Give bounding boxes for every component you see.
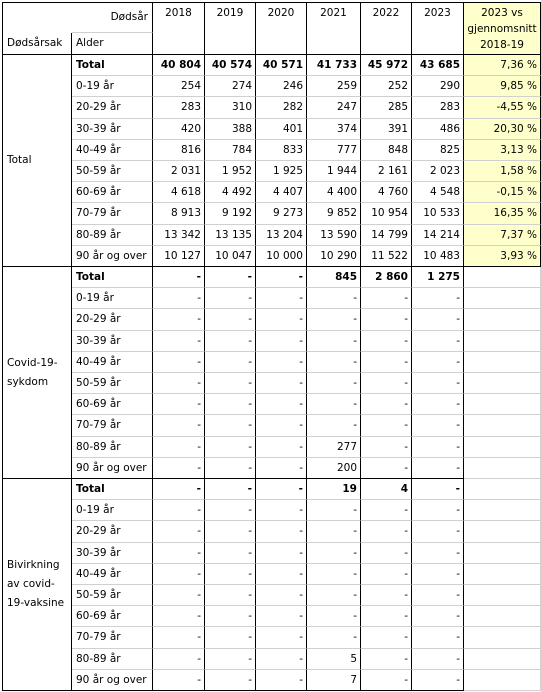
comparison-cell[interactable]: 3,93 % <box>464 246 541 267</box>
value-cell-2018[interactable]: - <box>153 585 205 606</box>
value-cell-2023[interactable]: - <box>412 479 464 500</box>
value-cell-2021[interactable]: - <box>307 288 361 309</box>
comparison-cell[interactable] <box>464 267 541 288</box>
value-cell-2018[interactable]: 420 <box>153 119 205 140</box>
comparison-cell[interactable] <box>464 331 541 352</box>
value-cell-2021[interactable]: - <box>307 352 361 373</box>
value-cell-2022[interactable]: - <box>361 627 412 648</box>
value-cell-2022[interactable]: 2 161 <box>361 161 412 182</box>
value-cell-2020[interactable]: 1 925 <box>256 161 307 182</box>
value-cell-2019[interactable]: - <box>205 373 256 394</box>
value-cell-2022[interactable]: 285 <box>361 97 412 118</box>
value-cell-2022[interactable]: - <box>361 458 412 479</box>
value-cell-2022[interactable]: - <box>361 500 412 521</box>
value-cell-2023[interactable]: - <box>412 309 464 330</box>
cause-group-label[interactable]: Covid-19-sykdom <box>2 267 72 479</box>
value-cell-2021[interactable]: 374 <box>307 119 361 140</box>
age-label[interactable]: 70-79 år <box>72 627 153 648</box>
value-cell-2020[interactable]: - <box>256 585 307 606</box>
value-cell-2022[interactable]: 11 522 <box>361 246 412 267</box>
value-cell-2020[interactable]: 9 273 <box>256 203 307 224</box>
value-cell-2022[interactable]: 848 <box>361 140 412 161</box>
value-cell-2018[interactable]: - <box>153 394 205 415</box>
value-cell-2023[interactable]: - <box>412 627 464 648</box>
value-cell-2018[interactable]: 816 <box>153 140 205 161</box>
value-cell-2021[interactable]: 777 <box>307 140 361 161</box>
age-label[interactable]: 80-89 år <box>72 437 153 458</box>
age-label[interactable]: 0-19 år <box>72 500 153 521</box>
comparison-cell[interactable] <box>464 606 541 627</box>
header-top-border <box>2 2 72 3</box>
value-cell-2021[interactable]: - <box>307 373 361 394</box>
value-cell-2018[interactable]: 10 127 <box>153 246 205 267</box>
value-cell-2019[interactable]: 13 135 <box>205 225 256 246</box>
value-cell-2019[interactable]: 784 <box>205 140 256 161</box>
value-cell-2019[interactable]: 40 574 <box>205 55 256 76</box>
value-cell-2019[interactable]: - <box>205 585 256 606</box>
value-cell-2020[interactable]: - <box>256 288 307 309</box>
age-label[interactable]: Total <box>72 55 153 76</box>
comparison-cell[interactable] <box>464 394 541 415</box>
header-year-2018[interactable]: 2018 <box>153 2 205 55</box>
age-label[interactable]: Total <box>72 267 153 288</box>
header-alder[interactable]: Alder <box>72 33 153 55</box>
comparison-cell[interactable] <box>464 670 541 691</box>
value-cell-2020[interactable]: - <box>256 309 307 330</box>
comparison-cell[interactable] <box>464 627 541 648</box>
value-cell-2021[interactable]: - <box>307 606 361 627</box>
value-cell-2021[interactable]: 259 <box>307 76 361 97</box>
value-cell-2020[interactable]: 401 <box>256 119 307 140</box>
comparison-cell[interactable] <box>464 437 541 458</box>
age-label[interactable]: 90 år og over <box>72 458 153 479</box>
age-label[interactable]: 60-69 år <box>72 606 153 627</box>
value-cell-2021[interactable]: - <box>307 521 361 542</box>
age-label[interactable]: 50-59 år <box>72 373 153 394</box>
value-cell-2019[interactable]: 310 <box>205 97 256 118</box>
value-cell-2020[interactable]: 246 <box>256 76 307 97</box>
value-cell-2021[interactable]: 4 400 <box>307 182 361 203</box>
value-cell-2018[interactable]: - <box>153 670 205 691</box>
value-cell-2019[interactable]: - <box>205 331 256 352</box>
value-cell-2022[interactable]: - <box>361 437 412 458</box>
value-cell-2021[interactable]: - <box>307 543 361 564</box>
comparison-cell[interactable]: 1,58 % <box>464 161 541 182</box>
value-cell-2021[interactable]: 5 <box>307 649 361 670</box>
age-label[interactable]: 70-79 år <box>72 203 153 224</box>
comparison-cell[interactable]: 7,36 % <box>464 55 541 76</box>
comparison-cell[interactable]: -0,15 % <box>464 182 541 203</box>
value-cell-2018[interactable]: 13 342 <box>153 225 205 246</box>
age-label[interactable]: 20-29 år <box>72 97 153 118</box>
age-label[interactable]: 20-29 år <box>72 521 153 542</box>
value-cell-2019[interactable]: 9 192 <box>205 203 256 224</box>
value-cell-2018[interactable]: - <box>153 415 205 436</box>
header-year-2023[interactable]: 2023 <box>412 2 464 55</box>
value-cell-2021[interactable]: 19 <box>307 479 361 500</box>
value-cell-2023[interactable]: 43 685 <box>412 55 464 76</box>
value-cell-2022[interactable]: - <box>361 331 412 352</box>
value-cell-2020[interactable]: - <box>256 606 307 627</box>
value-cell-2022[interactable]: - <box>361 521 412 542</box>
value-cell-2018[interactable]: 40 804 <box>153 55 205 76</box>
value-cell-2022[interactable]: - <box>361 352 412 373</box>
value-cell-2021[interactable]: 200 <box>307 458 361 479</box>
age-label[interactable]: 50-59 år <box>72 161 153 182</box>
age-label[interactable]: 90 år og over <box>72 670 153 691</box>
value-cell-2019[interactable]: - <box>205 670 256 691</box>
value-cell-2023[interactable]: 283 <box>412 97 464 118</box>
comparison-cell[interactable] <box>464 288 541 309</box>
value-cell-2022[interactable]: 4 760 <box>361 182 412 203</box>
cause-group-label[interactable]: Total <box>2 55 72 267</box>
value-cell-2019[interactable]: - <box>205 309 256 330</box>
value-cell-2023[interactable]: 10 483 <box>412 246 464 267</box>
age-label[interactable]: 40-49 år <box>72 140 153 161</box>
value-cell-2018[interactable]: - <box>153 458 205 479</box>
value-cell-2022[interactable]: - <box>361 373 412 394</box>
value-cell-2018[interactable]: - <box>153 331 205 352</box>
value-cell-2023[interactable]: 2 023 <box>412 161 464 182</box>
age-label[interactable]: 70-79 år <box>72 415 153 436</box>
value-cell-2018[interactable]: 2 031 <box>153 161 205 182</box>
age-label[interactable]: 50-59 år <box>72 585 153 606</box>
value-cell-2020[interactable]: 282 <box>256 97 307 118</box>
value-cell-2019[interactable]: - <box>205 479 256 500</box>
value-cell-2023[interactable]: 4 548 <box>412 182 464 203</box>
value-cell-2018[interactable]: 254 <box>153 76 205 97</box>
value-cell-2023[interactable]: - <box>412 543 464 564</box>
value-cell-2018[interactable]: - <box>153 288 205 309</box>
value-cell-2022[interactable]: - <box>361 670 412 691</box>
value-cell-2021[interactable]: 13 590 <box>307 225 361 246</box>
value-cell-2020[interactable]: 10 000 <box>256 246 307 267</box>
value-cell-2023[interactable]: - <box>412 521 464 542</box>
value-cell-2018[interactable]: - <box>153 309 205 330</box>
value-cell-2019[interactable]: - <box>205 649 256 670</box>
value-cell-2020[interactable]: 4 407 <box>256 182 307 203</box>
value-cell-2019[interactable]: - <box>205 606 256 627</box>
value-cell-2020[interactable]: - <box>256 543 307 564</box>
value-cell-2020[interactable]: - <box>256 479 307 500</box>
value-cell-2021[interactable]: - <box>307 394 361 415</box>
age-label[interactable]: 40-49 år <box>72 352 153 373</box>
header-year-2022[interactable]: 2022 <box>361 2 412 55</box>
value-cell-2020[interactable]: - <box>256 649 307 670</box>
value-cell-2022[interactable]: - <box>361 606 412 627</box>
value-cell-2020[interactable]: - <box>256 670 307 691</box>
age-label[interactable]: 80-89 år <box>72 649 153 670</box>
value-cell-2023[interactable]: - <box>412 564 464 585</box>
comparison-cell[interactable] <box>464 352 541 373</box>
value-cell-2023[interactable]: 825 <box>412 140 464 161</box>
comparison-cell[interactable]: 20,30 % <box>464 119 541 140</box>
value-cell-2023[interactable]: 1 275 <box>412 267 464 288</box>
header-year-2021[interactable]: 2021 <box>307 2 361 55</box>
comparison-cell[interactable] <box>464 500 541 521</box>
value-cell-2019[interactable]: 1 952 <box>205 161 256 182</box>
value-cell-2021[interactable]: - <box>307 627 361 648</box>
value-cell-2022[interactable]: - <box>361 585 412 606</box>
value-cell-2019[interactable]: - <box>205 500 256 521</box>
value-cell-2020[interactable]: 13 204 <box>256 225 307 246</box>
value-cell-2021[interactable]: - <box>307 309 361 330</box>
age-label[interactable]: 80-89 år <box>72 225 153 246</box>
value-cell-2022[interactable]: 391 <box>361 119 412 140</box>
value-cell-2022[interactable]: - <box>361 288 412 309</box>
value-cell-2020[interactable]: - <box>256 564 307 585</box>
value-cell-2023[interactable]: 14 214 <box>412 225 464 246</box>
value-cell-2021[interactable]: - <box>307 564 361 585</box>
value-cell-2018[interactable]: 8 913 <box>153 203 205 224</box>
value-cell-2021[interactable]: 7 <box>307 670 361 691</box>
value-cell-2022[interactable]: 14 799 <box>361 225 412 246</box>
value-cell-2020[interactable]: - <box>256 267 307 288</box>
value-cell-2018[interactable]: 4 618 <box>153 182 205 203</box>
value-cell-2023[interactable]: - <box>412 500 464 521</box>
value-cell-2022[interactable]: 45 972 <box>361 55 412 76</box>
value-cell-2022[interactable]: 252 <box>361 76 412 97</box>
age-label[interactable]: 30-39 år <box>72 543 153 564</box>
value-cell-2021[interactable]: 845 <box>307 267 361 288</box>
value-cell-2018[interactable]: - <box>153 437 205 458</box>
value-cell-2019[interactable]: 4 492 <box>205 182 256 203</box>
comparison-cell[interactable] <box>464 543 541 564</box>
value-cell-2018[interactable]: - <box>153 479 205 500</box>
value-cell-2020[interactable]: - <box>256 627 307 648</box>
value-cell-2021[interactable]: 41 733 <box>307 55 361 76</box>
value-cell-2018[interactable]: - <box>153 606 205 627</box>
value-cell-2023[interactable]: - <box>412 585 464 606</box>
value-cell-2021[interactable]: 10 290 <box>307 246 361 267</box>
value-cell-2020[interactable]: - <box>256 331 307 352</box>
header-year-2020[interactable]: 2020 <box>256 2 307 55</box>
value-cell-2018[interactable]: - <box>153 564 205 585</box>
value-cell-2021[interactable]: 277 <box>307 437 361 458</box>
value-cell-2021[interactable]: 9 852 <box>307 203 361 224</box>
value-cell-2021[interactable]: 1 944 <box>307 161 361 182</box>
comparison-cell[interactable] <box>464 649 541 670</box>
age-label[interactable]: 30-39 år <box>72 331 153 352</box>
value-cell-2020[interactable]: - <box>256 500 307 521</box>
value-cell-2022[interactable]: - <box>361 649 412 670</box>
value-cell-2022[interactable]: - <box>361 394 412 415</box>
comparison-cell[interactable] <box>464 564 541 585</box>
value-cell-2019[interactable]: - <box>205 288 256 309</box>
comparison-cell[interactable]: 7,37 % <box>464 225 541 246</box>
header-left-border <box>2 2 3 33</box>
age-label[interactable]: Total <box>72 479 153 500</box>
age-label[interactable]: 30-39 år <box>72 119 153 140</box>
value-cell-2019[interactable]: - <box>205 352 256 373</box>
value-cell-2020[interactable]: - <box>256 521 307 542</box>
value-cell-2018[interactable]: - <box>153 500 205 521</box>
value-cell-2022[interactable]: - <box>361 543 412 564</box>
value-cell-2023[interactable]: - <box>412 331 464 352</box>
value-cell-2023[interactable]: - <box>412 649 464 670</box>
value-cell-2019[interactable]: - <box>205 394 256 415</box>
header-dodsarsak[interactable]: Dødsårsak <box>2 33 72 55</box>
value-cell-2019[interactable]: - <box>205 627 256 648</box>
value-cell-2018[interactable]: - <box>153 649 205 670</box>
value-cell-2019[interactable]: 10 047 <box>205 246 256 267</box>
value-cell-2019[interactable]: 274 <box>205 76 256 97</box>
value-cell-2018[interactable]: - <box>153 627 205 648</box>
value-cell-2018[interactable]: - <box>153 267 205 288</box>
value-cell-2021[interactable]: - <box>307 331 361 352</box>
value-cell-2023[interactable]: 486 <box>412 119 464 140</box>
age-label[interactable]: 0-19 år <box>72 288 153 309</box>
age-label[interactable]: 40-49 år <box>72 564 153 585</box>
comparison-cell[interactable]: 9,85 % <box>464 76 541 97</box>
value-cell-2021[interactable]: 247 <box>307 97 361 118</box>
age-label[interactable]: 90 år og over <box>72 246 153 267</box>
value-cell-2019[interactable]: - <box>205 267 256 288</box>
value-cell-2018[interactable]: 283 <box>153 97 205 118</box>
comparison-cell[interactable] <box>464 521 541 542</box>
value-cell-2020[interactable]: - <box>256 394 307 415</box>
value-cell-2022[interactable]: 4 <box>361 479 412 500</box>
comparison-cell[interactable] <box>464 415 541 436</box>
header-dodsar[interactable]: Dødsår <box>72 2 153 33</box>
comparison-cell[interactable] <box>464 479 541 500</box>
value-cell-2023[interactable]: - <box>412 437 464 458</box>
comparison-cell[interactable] <box>464 585 541 606</box>
value-cell-2023[interactable]: - <box>412 458 464 479</box>
value-cell-2021[interactable]: - <box>307 415 361 436</box>
value-cell-2023[interactable]: - <box>412 288 464 309</box>
value-cell-2020[interactable]: - <box>256 415 307 436</box>
age-label[interactable]: 20-29 år <box>72 309 153 330</box>
comparison-cell[interactable]: 3,13 % <box>464 140 541 161</box>
value-cell-2023[interactable]: - <box>412 373 464 394</box>
value-cell-2020[interactable]: - <box>256 437 307 458</box>
value-cell-2023[interactable]: 10 533 <box>412 203 464 224</box>
comparison-cell[interactable] <box>464 373 541 394</box>
value-cell-2022[interactable]: 2 860 <box>361 267 412 288</box>
value-cell-2020[interactable]: - <box>256 352 307 373</box>
value-cell-2019[interactable]: 388 <box>205 119 256 140</box>
value-cell-2018[interactable]: - <box>153 543 205 564</box>
value-cell-2019[interactable]: - <box>205 564 256 585</box>
value-cell-2020[interactable]: - <box>256 373 307 394</box>
value-cell-2019[interactable]: - <box>205 437 256 458</box>
value-cell-2019[interactable]: - <box>205 415 256 436</box>
header-comparison[interactable]: 2023 vs gjennomsnitt 2018-19 <box>464 2 541 55</box>
value-cell-2022[interactable]: 10 954 <box>361 203 412 224</box>
comparison-cell[interactable]: -4,55 % <box>464 97 541 118</box>
value-cell-2020[interactable]: - <box>256 458 307 479</box>
value-cell-2023[interactable]: - <box>412 415 464 436</box>
value-cell-2019[interactable]: - <box>205 458 256 479</box>
value-cell-2022[interactable]: - <box>361 564 412 585</box>
age-label[interactable]: 60-69 år <box>72 394 153 415</box>
value-cell-2018[interactable]: - <box>153 521 205 542</box>
value-cell-2023[interactable]: - <box>412 670 464 691</box>
comparison-cell[interactable] <box>464 309 541 330</box>
cause-group-label[interactable]: Bivirkning av covid-19-vaksine <box>2 479 72 691</box>
value-cell-2023[interactable]: - <box>412 606 464 627</box>
value-cell-2023[interactable]: 290 <box>412 76 464 97</box>
value-cell-2021[interactable]: - <box>307 500 361 521</box>
value-cell-2023[interactable]: - <box>412 394 464 415</box>
value-cell-2020[interactable]: 40 571 <box>256 55 307 76</box>
value-cell-2023[interactable]: - <box>412 352 464 373</box>
value-cell-2022[interactable]: - <box>361 415 412 436</box>
value-cell-2021[interactable]: - <box>307 585 361 606</box>
age-label[interactable]: 60-69 år <box>72 182 153 203</box>
value-cell-2022[interactable]: - <box>361 309 412 330</box>
value-cell-2019[interactable]: - <box>205 543 256 564</box>
value-cell-2019[interactable]: - <box>205 521 256 542</box>
comparison-cell[interactable] <box>464 458 541 479</box>
value-cell-2020[interactable]: 833 <box>256 140 307 161</box>
value-cell-2018[interactable]: - <box>153 373 205 394</box>
value-cell-2018[interactable]: - <box>153 352 205 373</box>
age-label[interactable]: 0-19 år <box>72 76 153 97</box>
header-year-2019[interactable]: 2019 <box>205 2 256 55</box>
comparison-cell[interactable]: 16,35 % <box>464 203 541 224</box>
